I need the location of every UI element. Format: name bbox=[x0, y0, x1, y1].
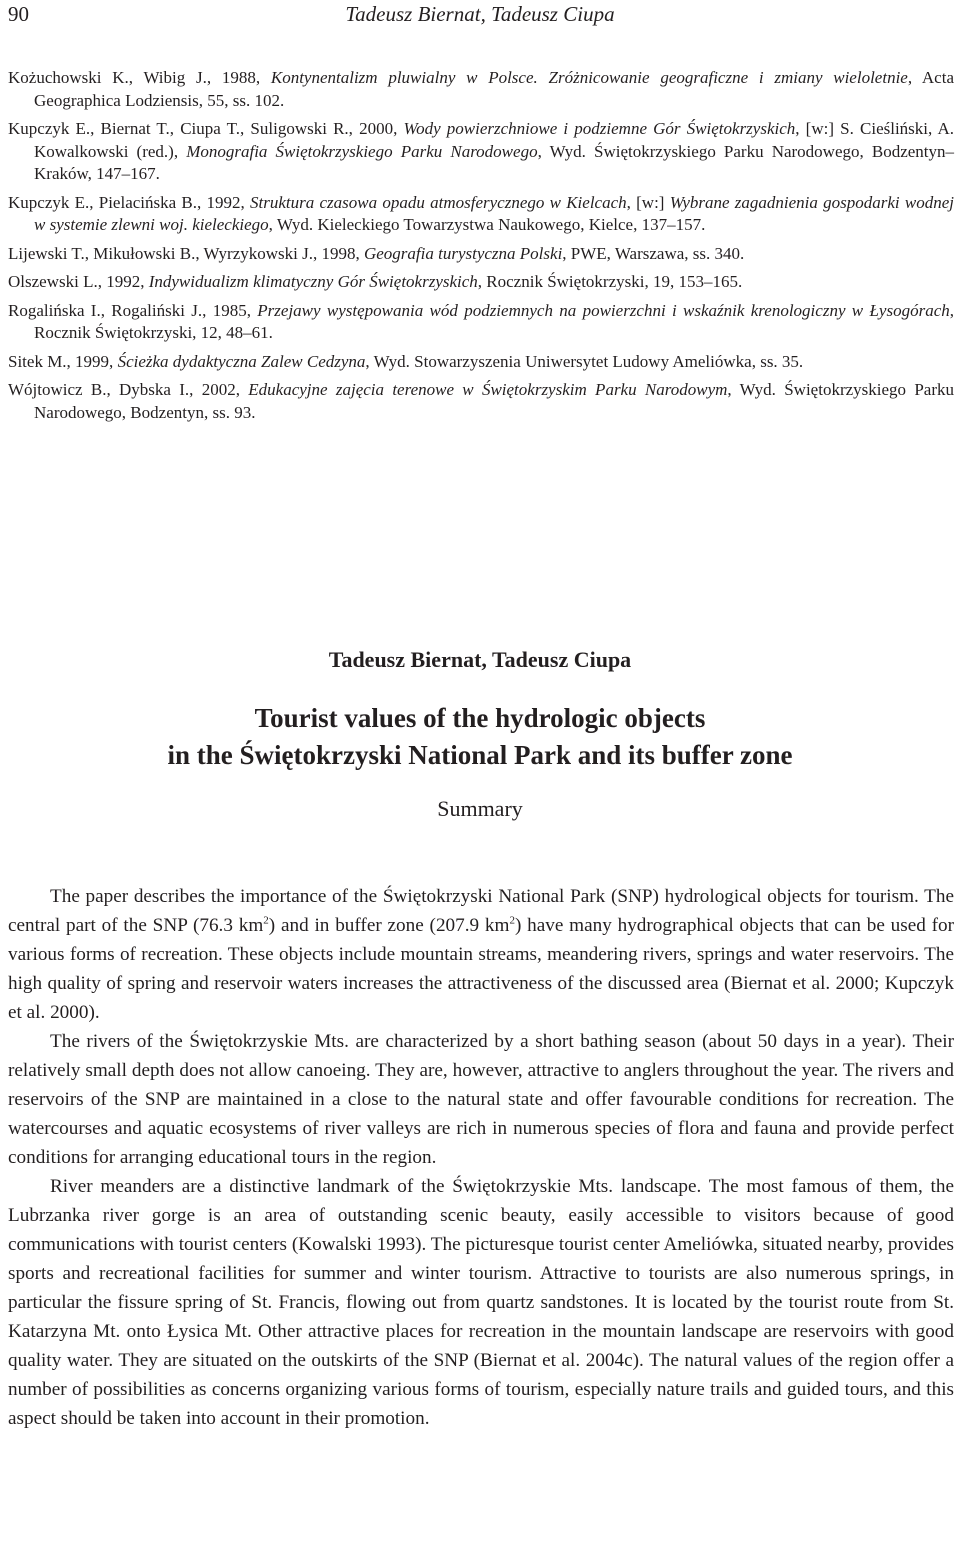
reference-item: Olszewski L., 1992, Indywidualizm klimatyczny Gór Świętokrzyskich, Rocznik Świętokrzyski, 19, 153–165. bbox=[8, 272, 743, 291]
reference-item: Kupczyk E., Pielacińska B., 1992, Struktura czasowa opadu atmosferycznego w Kielcach, [w:] Wybrane zagadnienia gospodarki wodnej w systemie zlewni woj. kieleckiego, Wyd. Kieleckiego Towarzystwa Naukowego, Kielce, 137–157. bbox=[8, 192, 954, 234]
page-number: 90 bbox=[8, 2, 29, 26]
running-title: Tadeusz Biernat, Tadeusz Ciupa bbox=[345, 2, 615, 26]
summary-title bbox=[0, 700, 960, 774]
summary-paragraph-1: The paper describes the importance of the Świętokrzyski National Park (SNP) hydrological objects for tourism. The central part of the SNP (76.3 $km^2$) and in buffer zone (207.9 $km^2$) have many hydrographical objects that can be used for various forms of recreation. These objects include mountain streams, meandering rivers, springs and water reservoirs. The high quality of spring and reservoir waters increases the attractiveness of the discussed area (Biernat et al. 2000; Kupczyk et al. 2000). bbox=[8, 886, 954, 1023]
summary-heading: Summary bbox=[437, 796, 523, 821]
references-list bbox=[8, 67, 954, 430]
summary-title-line-2: in the Świętokrzyski National Park and its buffer zone bbox=[167, 740, 793, 770]
summary-title-line-1: Tourist values of the hydrologic objects bbox=[254, 703, 706, 733]
reference-item: Wójtowicz B., Dybska I., 2002, Edukacyjne zajęcia terenowe w Świętokrzyskim Parku Narodowym, Wyd. Świętokrzyskiego Parku Narodowego, Bodzentyn, ss. 93. bbox=[8, 380, 954, 422]
summary-paragraph-2: The rivers of the Świętokrzyskie Mts. are characterized by a short bathing season (about 50 days in a year). Their relatively small depth does not allow canoeing. They are, however, attractive to anglers throughout the year. The rivers and reservoirs of the SNP are maintained in a close to the natural state and offer favourable conditions for recreation. The watercourses and aquatic ecosystems of river valleys are rich in numerous species of flora and fauna and provide perfect conditions for arranging educational tours in the region. bbox=[8, 1031, 954, 1168]
summary-authors: Tadeusz Biernat, Tadeusz Ciupa bbox=[328, 647, 632, 672]
reference-item: Kupczyk E., Biernat T., Ciupa T., Suligowski R., 2000, Wody powierzchniowe i podziemne Gór Świętokrzyskich, [w:] S. Cieśliński, A. Kowalkowski (red.), Monografia Świętokrzyskiego Parku Narodowego, Wyd. Świętokrzyskiego Parku Narodowego, Bodzentyn–Kraków, 147–167. bbox=[8, 119, 955, 183]
reference-item: Lijewski T., Mikułowski B., Wyrzykowski J., 1998, Geografia turystyczna Polski, PWE, Warszawa, ss. 340. bbox=[8, 243, 745, 263]
summary-body bbox=[8, 882, 954, 1433]
summary-paragraph-3: River meanders are a distinctive landmark of the Świętokrzyskie Mts. landscape. The most famous of them, the Lubrzanka river gorge is an area of outstanding scenic beauty, easily accessible to visitors because of good communications with tourist centers (Kowalski 1993). The picturesque tourist center Ameliówka, situated nearby, provides sports and recreational facilities for summer and winter tourism. Attractive to tourists are also numerous springs, in particular the fissure spring of St. Francis, flowing out from quartz sandstones. It is located by the tourist route from St. Katarzyna Mt. onto Łysica Mt. Other attractive places for recreation in the mountain landscape are reservoirs with good quality water. They are situated on the outskirts of the SNP (Biernat et al. 2004c). The natural values of the region offer a number of possibilities as concerns organizing various forms of tourism, especially nature trails and guided tours, and this aspect should be taken into account in their promotion. bbox=[8, 1176, 954, 1429]
reference-item: Sitek M., 1999, Ścieżka dydaktyczna Zalew Cedzyna, Wyd. Stowarzyszenia Uniwersytet Ludowy Ameliówka, ss. 35. bbox=[8, 351, 804, 371]
reference-item: Rogalińska I., Rogaliński J., 1985, Przejawy występowania wód podziemnych na powierzchni i wskaźnik krenologiczny w Łysogórach, Rocznik Świętokrzyski, 12, 48–61. bbox=[8, 300, 954, 342]
reference-item: Kożuchowski K., Wibig J., 1988, Kontynentalizm pluwialny w Polsce. Zróżnicowanie geograficzne i zmiany wieloletnie, Acta Geographica Lodziensis, 55, ss. 102. bbox=[8, 68, 954, 110]
page-header bbox=[8, 0, 952, 30]
